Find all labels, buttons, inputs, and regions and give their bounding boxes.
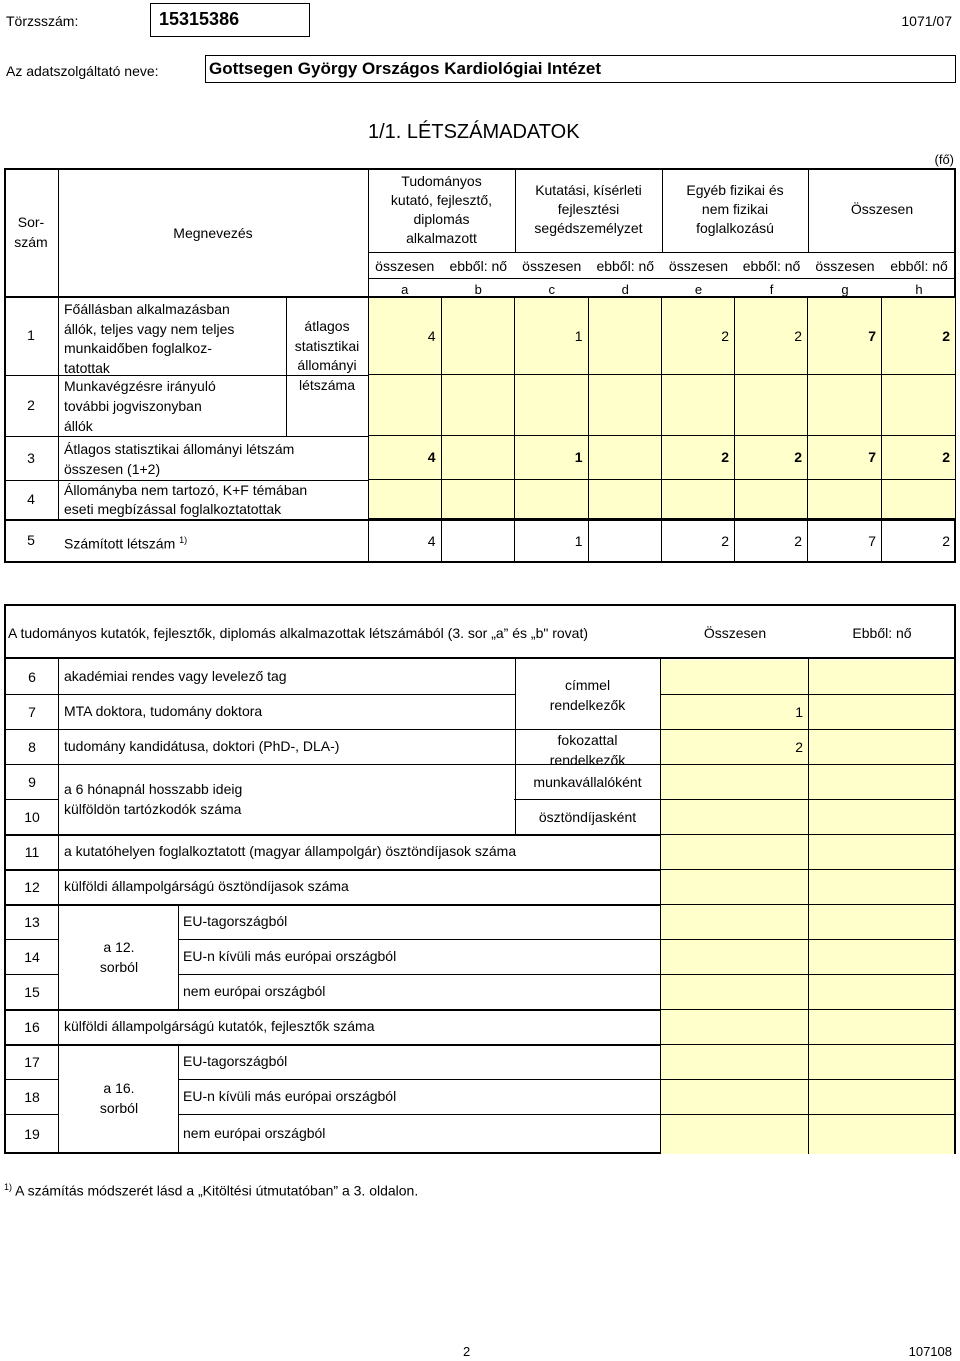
- cell-row3-d[interactable]: [589, 436, 663, 480]
- cell-value-row3-e: 2: [721, 449, 729, 465]
- cell-value-row3-a: 4: [427, 449, 436, 465]
- subheader-c: összesen: [522, 258, 582, 274]
- cimmel-label: címmel rendelkezők: [549, 677, 626, 713]
- cell-row5-c[interactable]: [515, 521, 589, 563]
- row-1-label: Főállásban alkalmazásban állók, teljes vagy nem teljes munkaidőben foglalkoz- tatottak: [64, 301, 235, 376]
- cell-row5-e[interactable]: [662, 521, 735, 563]
- cell-row1-g[interactable]: [808, 298, 882, 375]
- column-letter-f: f: [769, 282, 774, 297]
- cell-row5-f[interactable]: [735, 521, 808, 563]
- t2-cell-row12-total[interactable]: [661, 870, 808, 904]
- column-letter-b: b: [474, 282, 482, 297]
- cell-value-row1-e: 2: [721, 327, 729, 344]
- t2-cell-row19-total[interactable]: [661, 1115, 808, 1154]
- t2-cell-row15-total[interactable]: [661, 975, 808, 1009]
- a16-label: a 16. sorból: [99, 1080, 139, 1116]
- subheader-a: összesen: [375, 258, 435, 274]
- t2-cell-row6-female[interactable]: [809, 660, 954, 694]
- provider-field[interactable]: [205, 55, 956, 83]
- t2-row-13-label: EU-tagországból: [183, 912, 288, 929]
- t2-cell-row12-female[interactable]: [809, 870, 954, 904]
- torzsszam-label: Törzsszám:: [6, 13, 79, 29]
- cell-value-row1-f: 2: [794, 327, 802, 344]
- t2-cell-row7-female[interactable]: [809, 695, 954, 729]
- column-letter-d: d: [621, 282, 629, 297]
- atlagos-label: átlagos statisztikai állományi létszáma: [294, 318, 360, 393]
- cell-value-row5-e: 2: [721, 533, 729, 549]
- t2-row-14-no: 14: [24, 948, 40, 965]
- t2-cell-row11-female[interactable]: [809, 835, 954, 869]
- cell-value-row1-h: 2: [942, 327, 950, 344]
- t2-cell-row14-female[interactable]: [809, 940, 954, 974]
- researcher-table-title: A tudományos kutatók, fejlesztők, diplomás alkalmazottak létszámából (3. sor „a” és „b" rovat): [8, 625, 588, 641]
- col-female-header: Ebből: nő: [852, 625, 912, 641]
- t2-cell-row19-female[interactable]: [809, 1115, 954, 1154]
- t2-cell-row15-female[interactable]: [809, 975, 954, 1009]
- cell-row1-h[interactable]: [882, 298, 956, 375]
- torzsszam-field[interactable]: [150, 3, 310, 37]
- cell-row5-b[interactable]: [442, 521, 516, 563]
- t2-cell-row14-total[interactable]: [661, 940, 808, 974]
- a12-label: a 12. sorból: [99, 939, 139, 975]
- t2-cell-row18-female[interactable]: [809, 1080, 954, 1114]
- t2-cell-row16-total[interactable]: [661, 1010, 808, 1044]
- cell-value-row5-h: 2: [942, 533, 950, 549]
- row-3-label: Átlagos statisztikai állományi létszám összesen (1+2): [64, 441, 295, 477]
- row-4-label: Állományba nem tartozó, K+F témában eseti megbízással foglalkoztatottak: [64, 482, 308, 517]
- t2-row-14-label: EU-n kívüli más európai országból: [183, 947, 397, 964]
- t2-cell-row11-total[interactable]: [661, 835, 808, 869]
- unit-label: (fő): [934, 152, 954, 167]
- cell-row2-d[interactable]: [589, 375, 663, 436]
- t2-cell-row18-total[interactable]: [661, 1080, 808, 1114]
- col-group-total: Összesen: [850, 201, 914, 217]
- footnote: $^{1)}$ A számítás módszerét lásd a „Kitöltési útmutatóban” a 3. oldalon.: [4, 1182, 419, 1199]
- row-5-no: 5: [27, 532, 35, 548]
- t2-row-17-label: EU-tagországból: [183, 1052, 288, 1069]
- cell-value-row3-g: 7: [868, 449, 876, 465]
- cell-row2-h[interactable]: [882, 375, 956, 436]
- t2-row-7-no: 7: [28, 703, 36, 720]
- row-4-no: 4: [27, 491, 35, 507]
- cell-row5-d[interactable]: [589, 521, 663, 563]
- footer-code: 107108: [908, 1344, 952, 1359]
- cell-row4-a[interactable]: [368, 480, 442, 519]
- cell-row2-b[interactable]: [442, 375, 516, 436]
- cell-row2-a[interactable]: [368, 375, 442, 436]
- t2-cell-row10-female[interactable]: [809, 800, 954, 834]
- subheader-d: ebből: nő: [596, 258, 655, 274]
- t2-row-11-no: 11: [24, 843, 40, 860]
- t2-row-9-no: 9: [28, 773, 36, 790]
- t2-row-13-no: 13: [24, 913, 40, 930]
- cell-row5-a[interactable]: [368, 521, 442, 563]
- cell-row3-h[interactable]: [882, 436, 956, 480]
- t2-cell-row8-total[interactable]: [661, 730, 808, 764]
- cell-row4-f[interactable]: [735, 480, 808, 519]
- t2-row-12-label: külföldi állampolgárságú ösztöndíjasok száma: [64, 877, 349, 894]
- t2-cell-row9-female[interactable]: [809, 765, 954, 799]
- t2-row-19-no: 19: [24, 1126, 40, 1142]
- t2-cell-row13-total[interactable]: [661, 905, 808, 939]
- cell-value-row1-g: 7: [868, 327, 876, 344]
- provider-value: Gottsegen György Országos Kardiológiai Intézet: [209, 59, 602, 78]
- cell-value-row5-f: 2: [794, 533, 802, 549]
- t2-cell-row6-total[interactable]: [661, 660, 808, 694]
- subheader-b: ebből: nő: [449, 258, 508, 274]
- col-group-researchers: Tudományos kutató, fejlesztő, diplomás alkalmazott: [390, 173, 493, 246]
- cell-row5-g[interactable]: [808, 521, 882, 563]
- osztondijas-label: ösztöndíjasként: [538, 809, 637, 825]
- page-number: 2: [463, 1344, 471, 1359]
- cell-row3-f[interactable]: [735, 436, 808, 480]
- fokozattal-label: fokozattal rendelkezők: [549, 732, 626, 768]
- column-letter-g: g: [841, 282, 849, 297]
- cell-row1-b[interactable]: [442, 298, 516, 375]
- form-code: 1071/07: [901, 13, 952, 29]
- cell-row4-d[interactable]: [589, 480, 663, 519]
- cell-row4-c[interactable]: [515, 480, 589, 519]
- cell-row4-e[interactable]: [662, 480, 735, 519]
- t2-row-16-label: külföldi állampolgárságú kutatók, fejlesztők száma: [64, 1017, 375, 1034]
- t2-cell-row7-total[interactable]: [661, 695, 808, 729]
- t2-row-11-label: a kutatóhelyen foglalkoztatott (magyar állampolgár) ösztöndíjasok száma: [64, 842, 517, 859]
- t2-row-7-label: MTA doktora, tudomány doktora: [64, 702, 263, 719]
- column-letter-e: e: [694, 282, 703, 297]
- cell-value-row1-a: 4: [427, 327, 436, 344]
- t2-cell-row16-female[interactable]: [809, 1010, 954, 1044]
- t2-row-12-no: 12: [24, 878, 40, 895]
- t2-row-8-no: 8: [28, 738, 36, 755]
- cell-value-row1-c: 1: [574, 327, 583, 344]
- row-5-label: Számított létszám $^{1)}$: [64, 535, 188, 552]
- t2-row-18-label: EU-n kívüli más európai országból: [183, 1087, 397, 1104]
- cell-row3-a[interactable]: [368, 436, 442, 480]
- cell-row1-d[interactable]: [589, 298, 663, 375]
- cell-row1-e[interactable]: [662, 298, 735, 375]
- t2-row-16-no: 16: [24, 1018, 40, 1035]
- t2-cell-row13-female[interactable]: [809, 905, 954, 939]
- t2-row-15-no: 15: [24, 983, 40, 1000]
- t2-row-8-label: tudomány kandidátusa, doktori (PhD-, DLA-): [64, 737, 340, 754]
- t2-cell-row8-female[interactable]: [809, 730, 954, 764]
- t2-value-row8-total: 2: [795, 738, 803, 755]
- torzsszam-value: 15315386: [159, 9, 240, 29]
- cell-value-row5-a: 4: [427, 533, 436, 549]
- cell-row2-e[interactable]: [662, 375, 735, 436]
- provider-label: Az adatszolgáltató neve:: [6, 63, 159, 79]
- t2-row-6-label: akadémiai rendes vagy levelező tag: [64, 667, 287, 684]
- t2-cell-row17-total[interactable]: [661, 1045, 808, 1079]
- cell-value-row5-c: 1: [574, 533, 583, 549]
- cell-value-row3-c: 1: [574, 449, 583, 465]
- subheader-f: ebből: nő: [742, 258, 801, 274]
- cell-row2-f[interactable]: [735, 375, 808, 436]
- kulfoldon-label: a 6 hónapnál hosszabb ideig külföldön tartózkodók száma: [64, 781, 243, 817]
- megnevezes-header: Megnevezés: [173, 225, 253, 241]
- cell-row3-c[interactable]: [515, 436, 589, 480]
- column-letter-h: h: [915, 282, 923, 297]
- page-title: 1/1. LÉTSZÁMADATOK: [368, 121, 580, 143]
- subheader-e: összesen: [668, 258, 729, 274]
- cell-row3-e[interactable]: [662, 436, 735, 480]
- cell-row1-f[interactable]: [735, 298, 808, 375]
- column-letter-c: c: [548, 282, 555, 297]
- col-total-header: Összesen: [703, 625, 767, 641]
- t2-row-17-no: 17: [24, 1053, 40, 1070]
- cell-row4-g[interactable]: [808, 480, 882, 519]
- cell-value-row3-f: 2: [794, 449, 802, 465]
- t2-row-15-label: nem európai országból: [183, 982, 326, 999]
- t2-row-19-label: nem európai országból: [183, 1125, 326, 1141]
- cell-row1-a[interactable]: [368, 298, 442, 375]
- row-1-no: 1: [27, 327, 35, 343]
- cell-value-row5-g: 7: [868, 533, 876, 549]
- cell-row3-g[interactable]: [808, 436, 882, 480]
- t2-cell-row17-female[interactable]: [809, 1045, 954, 1079]
- row-2-no: 2: [27, 397, 35, 413]
- cell-row4-b[interactable]: [442, 480, 516, 519]
- t2-cell-row10-total[interactable]: [661, 800, 808, 834]
- cell-value-row3-h: 2: [942, 449, 950, 465]
- cell-row2-c[interactable]: [515, 375, 589, 436]
- cell-row4-h[interactable]: [882, 480, 956, 519]
- t2-cell-row9-total[interactable]: [661, 765, 808, 799]
- subheader-h: ebből: nő: [890, 258, 948, 274]
- row-2-label: Munkavégzésre irányuló további jogviszonyban állók: [64, 378, 216, 434]
- col-group-assistants: Kutatási, kísérleti fejlesztési segédszemélyzet: [534, 182, 643, 236]
- cell-row2-g[interactable]: [808, 375, 882, 436]
- munkavallalo-label: munkavállalóként: [533, 774, 642, 790]
- t2-row-6-no: 6: [28, 668, 36, 685]
- column-letter-a: a: [401, 282, 409, 297]
- cell-row1-c[interactable]: [515, 298, 589, 375]
- sorszam-header: Sor- szám: [14, 214, 48, 250]
- t2-row-18-no: 18: [24, 1088, 40, 1105]
- t2-value-row7-total: 1: [795, 703, 803, 720]
- row-3-no: 3: [27, 450, 35, 466]
- subheader-g: összesen: [815, 258, 875, 274]
- cell-row5-h[interactable]: [882, 521, 956, 563]
- cell-row3-b[interactable]: [442, 436, 516, 480]
- t2-row-10-no: 10: [24, 808, 40, 825]
- col-group-other: Egyéb fizikai és nem fizikai foglalkozású: [686, 182, 784, 236]
